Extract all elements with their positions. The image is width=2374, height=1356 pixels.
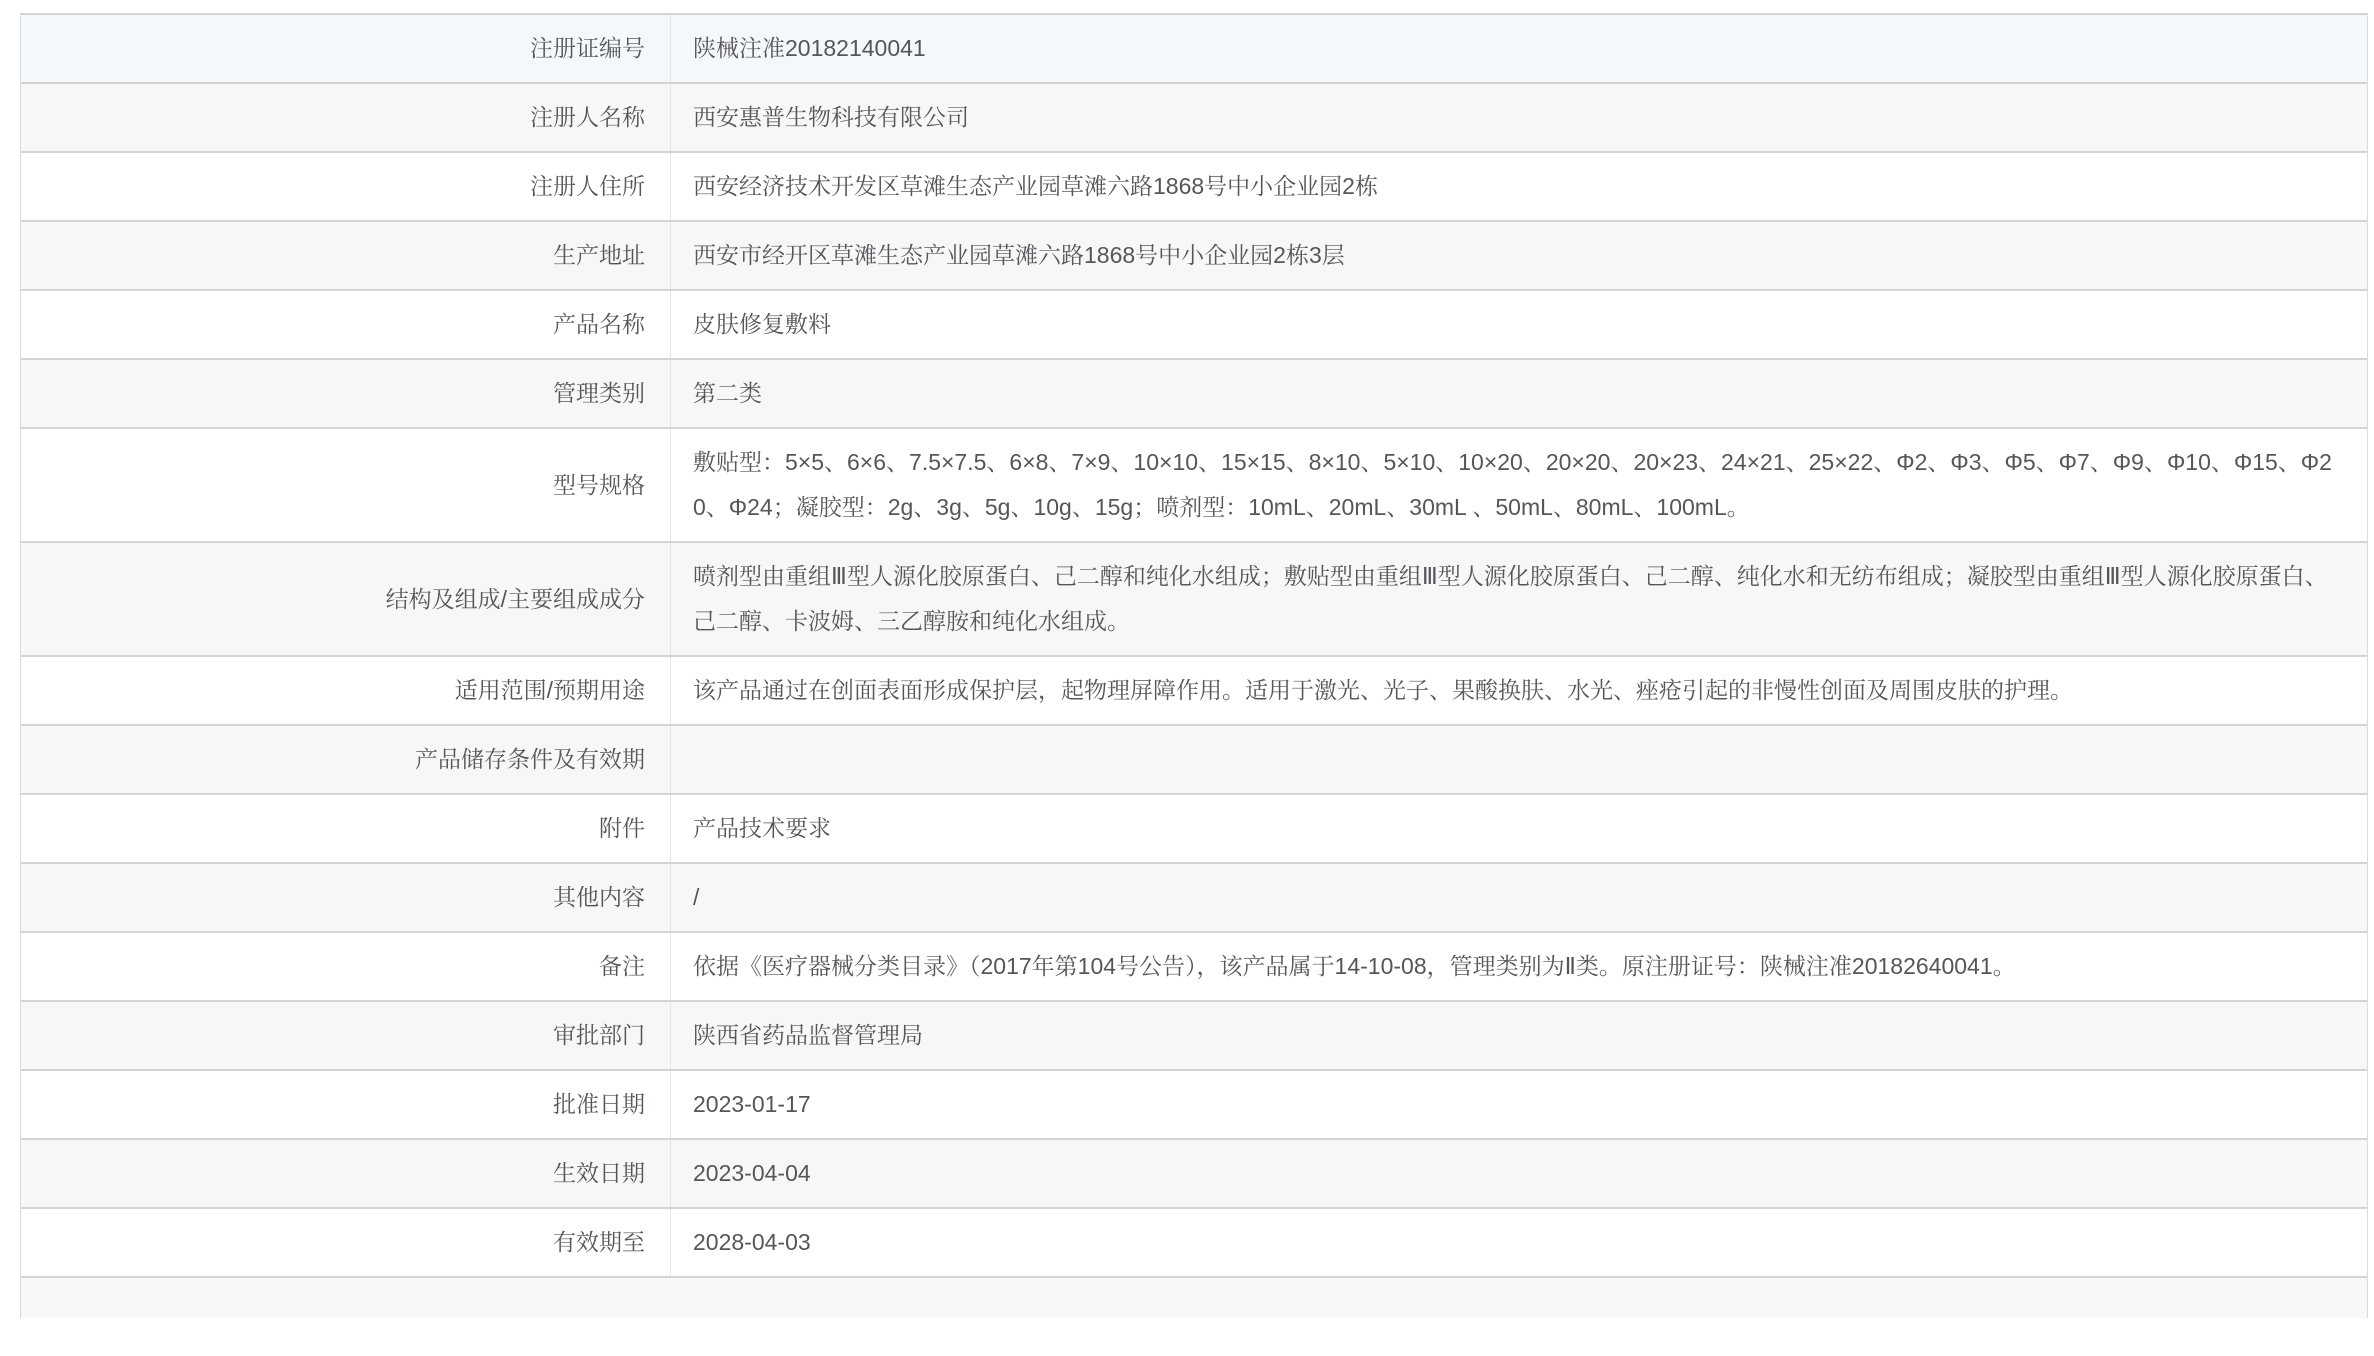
row-value: 该产品通过在创面表面形成保护层，起物理屏障作用。适用于激光、光子、果酸换肤、水光、痤疮引起的非慢性创面及周围皮肤的护理。	[693, 677, 2073, 703]
row-label: 生产地址	[21, 222, 671, 289]
table-row	[21, 864, 2367, 933]
row-value: 陕械注准20182140041	[693, 35, 926, 61]
row-value: 陕西省药品监督管理局	[693, 1022, 923, 1048]
row-label: 产品储存条件及有效期	[21, 726, 671, 793]
row-label: 备注	[21, 933, 671, 1000]
row-label: 其他内容	[21, 864, 671, 931]
row-value: 第二类	[693, 380, 762, 406]
row-value: 西安经济技术开发区草滩生态产业园草滩六路1868号中小企业园2栋	[693, 173, 1378, 199]
table-row-partial	[21, 1278, 2367, 1318]
row-label: 注册证编号	[21, 15, 671, 82]
row-label: 有效期至	[21, 1209, 671, 1276]
table-row	[21, 429, 2367, 543]
row-value	[671, 726, 2367, 793]
table-row	[21, 1071, 2367, 1140]
table-row	[21, 543, 2367, 657]
row-label: 管理类别	[21, 360, 671, 427]
table-row	[21, 933, 2367, 1002]
row-value: 2023-04-04	[693, 1160, 811, 1186]
table-row	[21, 1209, 2367, 1278]
row-label: 产品名称	[21, 291, 671, 358]
row-label: 结构及组成/主要组成成分	[21, 543, 671, 655]
row-value: 皮肤修复敷料	[693, 311, 831, 337]
row-label: 注册人名称	[21, 84, 671, 151]
row-value: 依据《医疗器械分类目录》（2017年第104号公告），该产品属于14-10-08，管理类别为Ⅱ类。原注册证号：陕械注准20182640041。	[693, 953, 2016, 979]
table-row	[21, 1002, 2367, 1071]
row-value: /	[693, 884, 700, 910]
registration-detail-table	[20, 13, 2368, 1318]
row-value: 西安惠普生物科技有限公司	[693, 104, 969, 130]
row-label: 批准日期	[21, 1071, 671, 1138]
table-row	[21, 726, 2367, 795]
table-row	[21, 360, 2367, 429]
table-row	[21, 657, 2367, 726]
row-label: 生效日期	[21, 1140, 671, 1207]
row-value: 敷贴型：5×5、6×6、7.5×7.5、6×8、7×9、10×10、15×15、8×10、5×10、10×20、20×20、20×23、24×21、25×22、Φ2、Φ3、Φ5、Φ7、Φ9、Φ10、Φ15、Φ20、Φ24；凝胶型：2g、3g、5g、10g、15g；喷剂型：10mL、20mL、30mL 、50mL、80mL、100mL。	[693, 449, 2332, 520]
row-value: 2028-04-03	[693, 1229, 811, 1255]
table-row	[21, 291, 2367, 360]
row-value: 喷剂型由重组Ⅲ型人源化胶原蛋白、己二醇和纯化水组成；敷贴型由重组Ⅲ型人源化胶原蛋白、己二醇、纯化水和无纺布组成；凝胶型由重组Ⅲ型人源化胶原蛋白、己二醇、卡波姆、三乙醇胺和纯化水组成。	[693, 563, 2328, 634]
row-label: 审批部门	[21, 1002, 671, 1069]
row-value: 西安市经开区草滩生态产业园草滩六路1868号中小企业园2栋3层	[693, 242, 1345, 268]
table-row	[21, 1140, 2367, 1209]
table-row	[21, 153, 2367, 222]
row-label: 型号规格	[21, 429, 671, 541]
table-row	[21, 222, 2367, 291]
table-row	[21, 84, 2367, 153]
row-label: 注册人住所	[21, 153, 671, 220]
row-value: 产品技术要求	[693, 815, 831, 841]
row-value: 2023-01-17	[693, 1091, 811, 1117]
row-label: 适用范围/预期用途	[21, 657, 671, 724]
table-row	[21, 795, 2367, 864]
table-row	[21, 15, 2367, 84]
row-label: 附件	[21, 795, 671, 862]
